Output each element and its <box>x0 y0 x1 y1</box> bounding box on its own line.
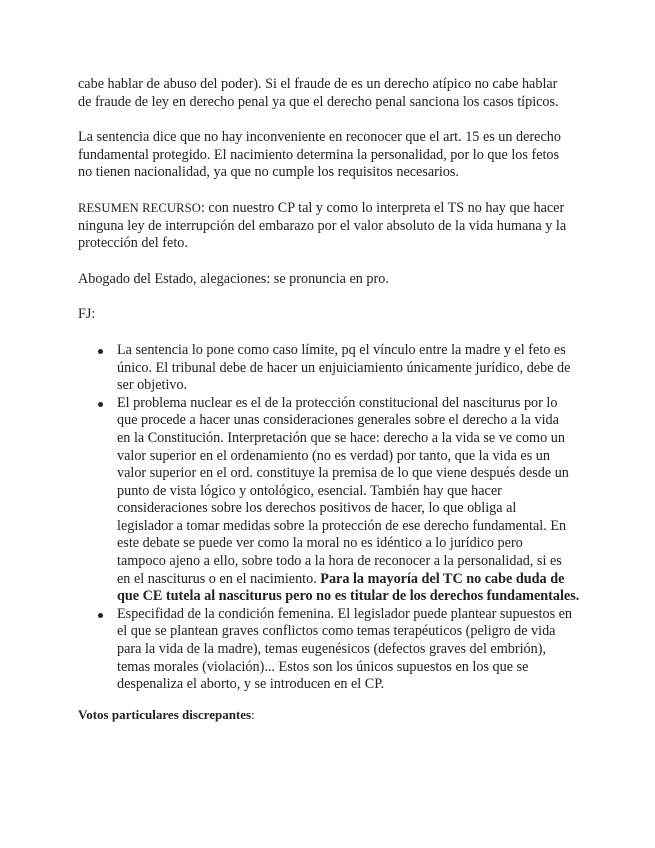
paragraph-resumen-recurso <box>78 200 580 253</box>
text-line: este debate se puede ver como la moral no es idéntico a lo jurídico pero <box>117 535 523 552</box>
text-line: legislador a tomar medidas sobre la protección de ese derecho fundamental. En <box>117 517 567 534</box>
bullet-icon <box>98 349 103 354</box>
text-line: La sentencia lo pone como caso límite, pq el vínculo entre la madre y el feto es <box>117 341 566 358</box>
paragraph-sentencia <box>78 129 580 182</box>
text-line: protección del feto. <box>78 235 188 252</box>
paragraph-fj <box>78 306 580 324</box>
resumen-recurso-label: RESUMEN RECURSO <box>78 200 201 215</box>
text-line: único. El tribunal debe de hacer un enjuiciamiento únicamente jurídico, debe de <box>117 359 571 376</box>
text-line: para la vida de la madre), temas eugenésicos (defectos graves del embrión), <box>117 641 546 658</box>
votos-label: Votos particulares discrepantes <box>78 706 252 722</box>
text-plain: en el nasciturus o en el nacimiento. <box>117 570 321 587</box>
text-line: punto de vista lógico y ontológico, esencial. También hay que hacer <box>117 482 502 499</box>
text-line: cabe hablar de abuso del poder). Si el fraude de es un derecho atípico no cabe hablar <box>78 76 558 92</box>
text-line: tampoco ajeno a ello, sobre todo a la hora de reconocer a la personalidad, si es <box>117 553 562 570</box>
document-body <box>78 76 580 741</box>
fj-bullet-list <box>78 342 580 694</box>
text-line: de fraude de ley en derecho penal ya que el derecho penal sanciona los casos típicos. <box>78 93 559 110</box>
bullet-icon <box>98 402 103 407</box>
text-line: en la Constitución. Interpretación que se hace: derecho a la vida se ve como un <box>117 429 565 446</box>
text-line: ser objetivo. <box>117 377 188 394</box>
text-line <box>117 571 580 589</box>
text-line: Abogado del Estado, alegaciones: se pronuncia en pro. <box>78 270 389 287</box>
votos-colon: : <box>251 706 255 722</box>
text-line <box>78 200 580 218</box>
list-item <box>78 395 580 606</box>
text-line: el que se plantean graves conflictos como temas terapéuticos (peligro de vida <box>117 623 556 640</box>
text-line: que procede a hacer unas consideraciones generales sobre el derecho a la vida <box>117 412 559 429</box>
text-line: El problema nuclear es el de la protección constitucional del nasciturus por lo <box>117 394 558 411</box>
text-line: FJ: <box>78 306 96 323</box>
section-heading-votos <box>78 706 580 724</box>
text-line: ninguna ley de interrupción del embarazo por el valor absoluto de la vida humana y la <box>78 217 567 234</box>
text-line-bold: que CE tutela al nasciturus pero no es titular de los derechos fundamentales. <box>117 588 580 605</box>
text-line: valor superior en el ord. constituye la premisa de lo que viene después desde un <box>117 465 569 482</box>
text-line: La sentencia dice que no hay inconveniente en reconocer que el art. 15 es un derecho <box>78 129 561 146</box>
list-item <box>78 606 580 694</box>
text-line: temas morales (violación)... Estos son los únicos supuestos en los que se <box>117 658 529 675</box>
paragraph-abogado-estado <box>78 271 580 289</box>
text-line: no tienen nacionalidad, ya que no cumple los requisitos necesarios. <box>78 164 459 181</box>
text-line: despenaliza el aborto, y se introducen en el CP. <box>117 676 385 693</box>
text-line: valor superior en el ordenamiento (no es verdad) por tanto, que la vida es un <box>117 447 550 464</box>
bullet-icon <box>98 613 103 618</box>
list-item <box>78 342 580 395</box>
text-line: Especifidad de la condición femenina. El legislador puede plantear supuestos en <box>117 605 573 622</box>
text-line: fundamental protegido. El nacimiento determina la personalidad, por lo que los fetos <box>78 146 560 163</box>
paragraph-abuso-poder <box>78 76 580 111</box>
text-line: consideraciones sobre los derechos positivos de hacer, lo que obliga al <box>117 500 517 517</box>
text-bold: Para la mayoría del TC no cabe duda de <box>320 570 565 587</box>
resumen-recurso-text: : con nuestro CP tal y como lo interpreta el TS no hay que hacer <box>200 199 565 216</box>
